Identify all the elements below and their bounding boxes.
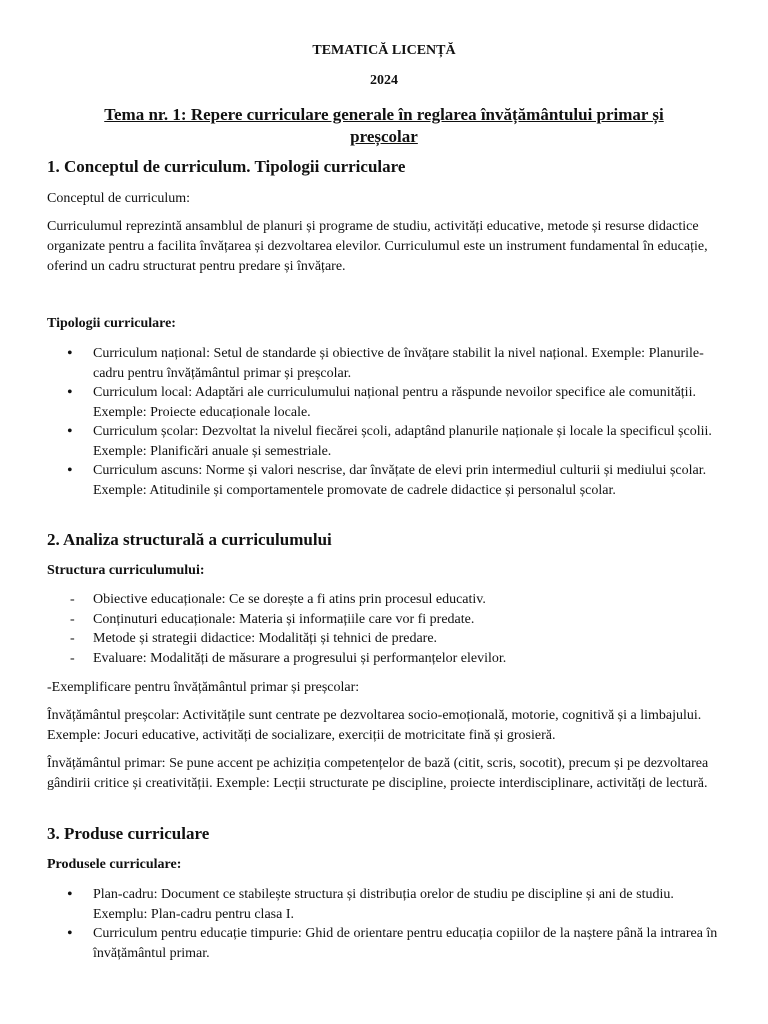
list-item: • Curriculum național: Setul de standarde și obiective de învățare stabilit la nivel național. Exemple: Planurile-cadru pentru învățământul primar și preșcolar. (47, 344, 727, 383)
section-2-heading: 2. Analiza structurală a curriculumului (47, 530, 332, 549)
list-item: - Obiective educaționale: Ce se dorește a fi atins prin procesul educativ. (47, 590, 727, 610)
list-item: - Metode și strategii didactice: Modalități și tehnici de predare. (47, 629, 727, 649)
section-3-heading: 3. Produse curriculare (47, 824, 210, 843)
primary-paragraph: Învățământul primar: Se pune accent pe achiziția competențelor de bază (citit, scris, socotit), precum și pe dezvoltarea gândirii critice și creativității. Exemple: Lecții structurate pe discipline, proiecte interdisciplinare, activități de lectură. (47, 756, 709, 791)
document-year: 2024 (370, 73, 398, 88)
structure-list (47, 590, 727, 668)
theme-title: Tema nr. 1: Repere curriculare generale în reglarea învățământului primar și preșcolar (104, 105, 664, 146)
preschool-paragraph: Învățământul preșcolar: Activitățile sunt centrate pe dezvoltarea socio-emoțională, motorie, cognitivă și a limbajului. Exemple: Jocuri educative, activități de socializare, exerciții de motricitate fină și grosieră. (47, 708, 702, 743)
example-intro: -Exemplificare pentru învățământul primar și preșcolar: (47, 680, 360, 695)
list-item: • Curriculum ascuns: Norme și valori nescrise, dar învățate de elevi prin intermediul culturii și mediului școlar. Exemple: Atitudinile și comportamentele promovate de cadrele didactice și personalul școlar. (47, 461, 727, 500)
list-item: • Curriculum școlar: Dezvoltat la nivelul fiecărei școli, adaptând planurile naționale și locale la specificul școlii. Exemple: Planificări anuale și semestriale. (47, 422, 727, 461)
document-title: TEMATICĂ LICENȚĂ (312, 43, 456, 58)
structure-label: Structura curriculumului: (47, 563, 205, 578)
section-1-heading: 1. Conceptul de curriculum. Tipologii curriculare (47, 157, 406, 176)
concept-label: Conceptul de curriculum: (47, 191, 191, 206)
list-item: • Plan-cadru: Document ce stabilește structura și distribuția orelor de studiu pe discipline și ani de studiu. Exemplu: Plan-cadru pentru clasa I. (47, 885, 727, 924)
list-item: - Evaluare: Modalități de măsurare a progresului și performanțelor elevilor. (47, 649, 727, 669)
typology-list (47, 344, 727, 500)
typology-label: Tipologii curriculare: (47, 316, 176, 331)
products-label: Produsele curriculare: (47, 857, 182, 872)
concept-paragraph: Curriculumul reprezintă ansamblul de planuri și programe de studiu, activități educative, metode și resurse didactice organizate pentru a facilita învățarea și dezvoltarea elevilor. Curriculumul este un instrument fundamental în educație, oferind un cadru structurat pentru predare și învățare. (47, 219, 708, 274)
list-item: - Conținuturi educaționale: Materia și informațiile care vor fi predate. (47, 610, 727, 630)
list-item: • Curriculum local: Adaptări ale curriculumului național pentru a răspunde nevoilor specifice ale comunității. Exemple: Proiecte educaționale locale. (47, 383, 727, 422)
list-item: • Curriculum pentru educație timpurie: Ghid de orientare pentru educația copiilor de la naștere până la intrarea în învățământul primar. (47, 924, 727, 963)
products-list (47, 885, 727, 963)
